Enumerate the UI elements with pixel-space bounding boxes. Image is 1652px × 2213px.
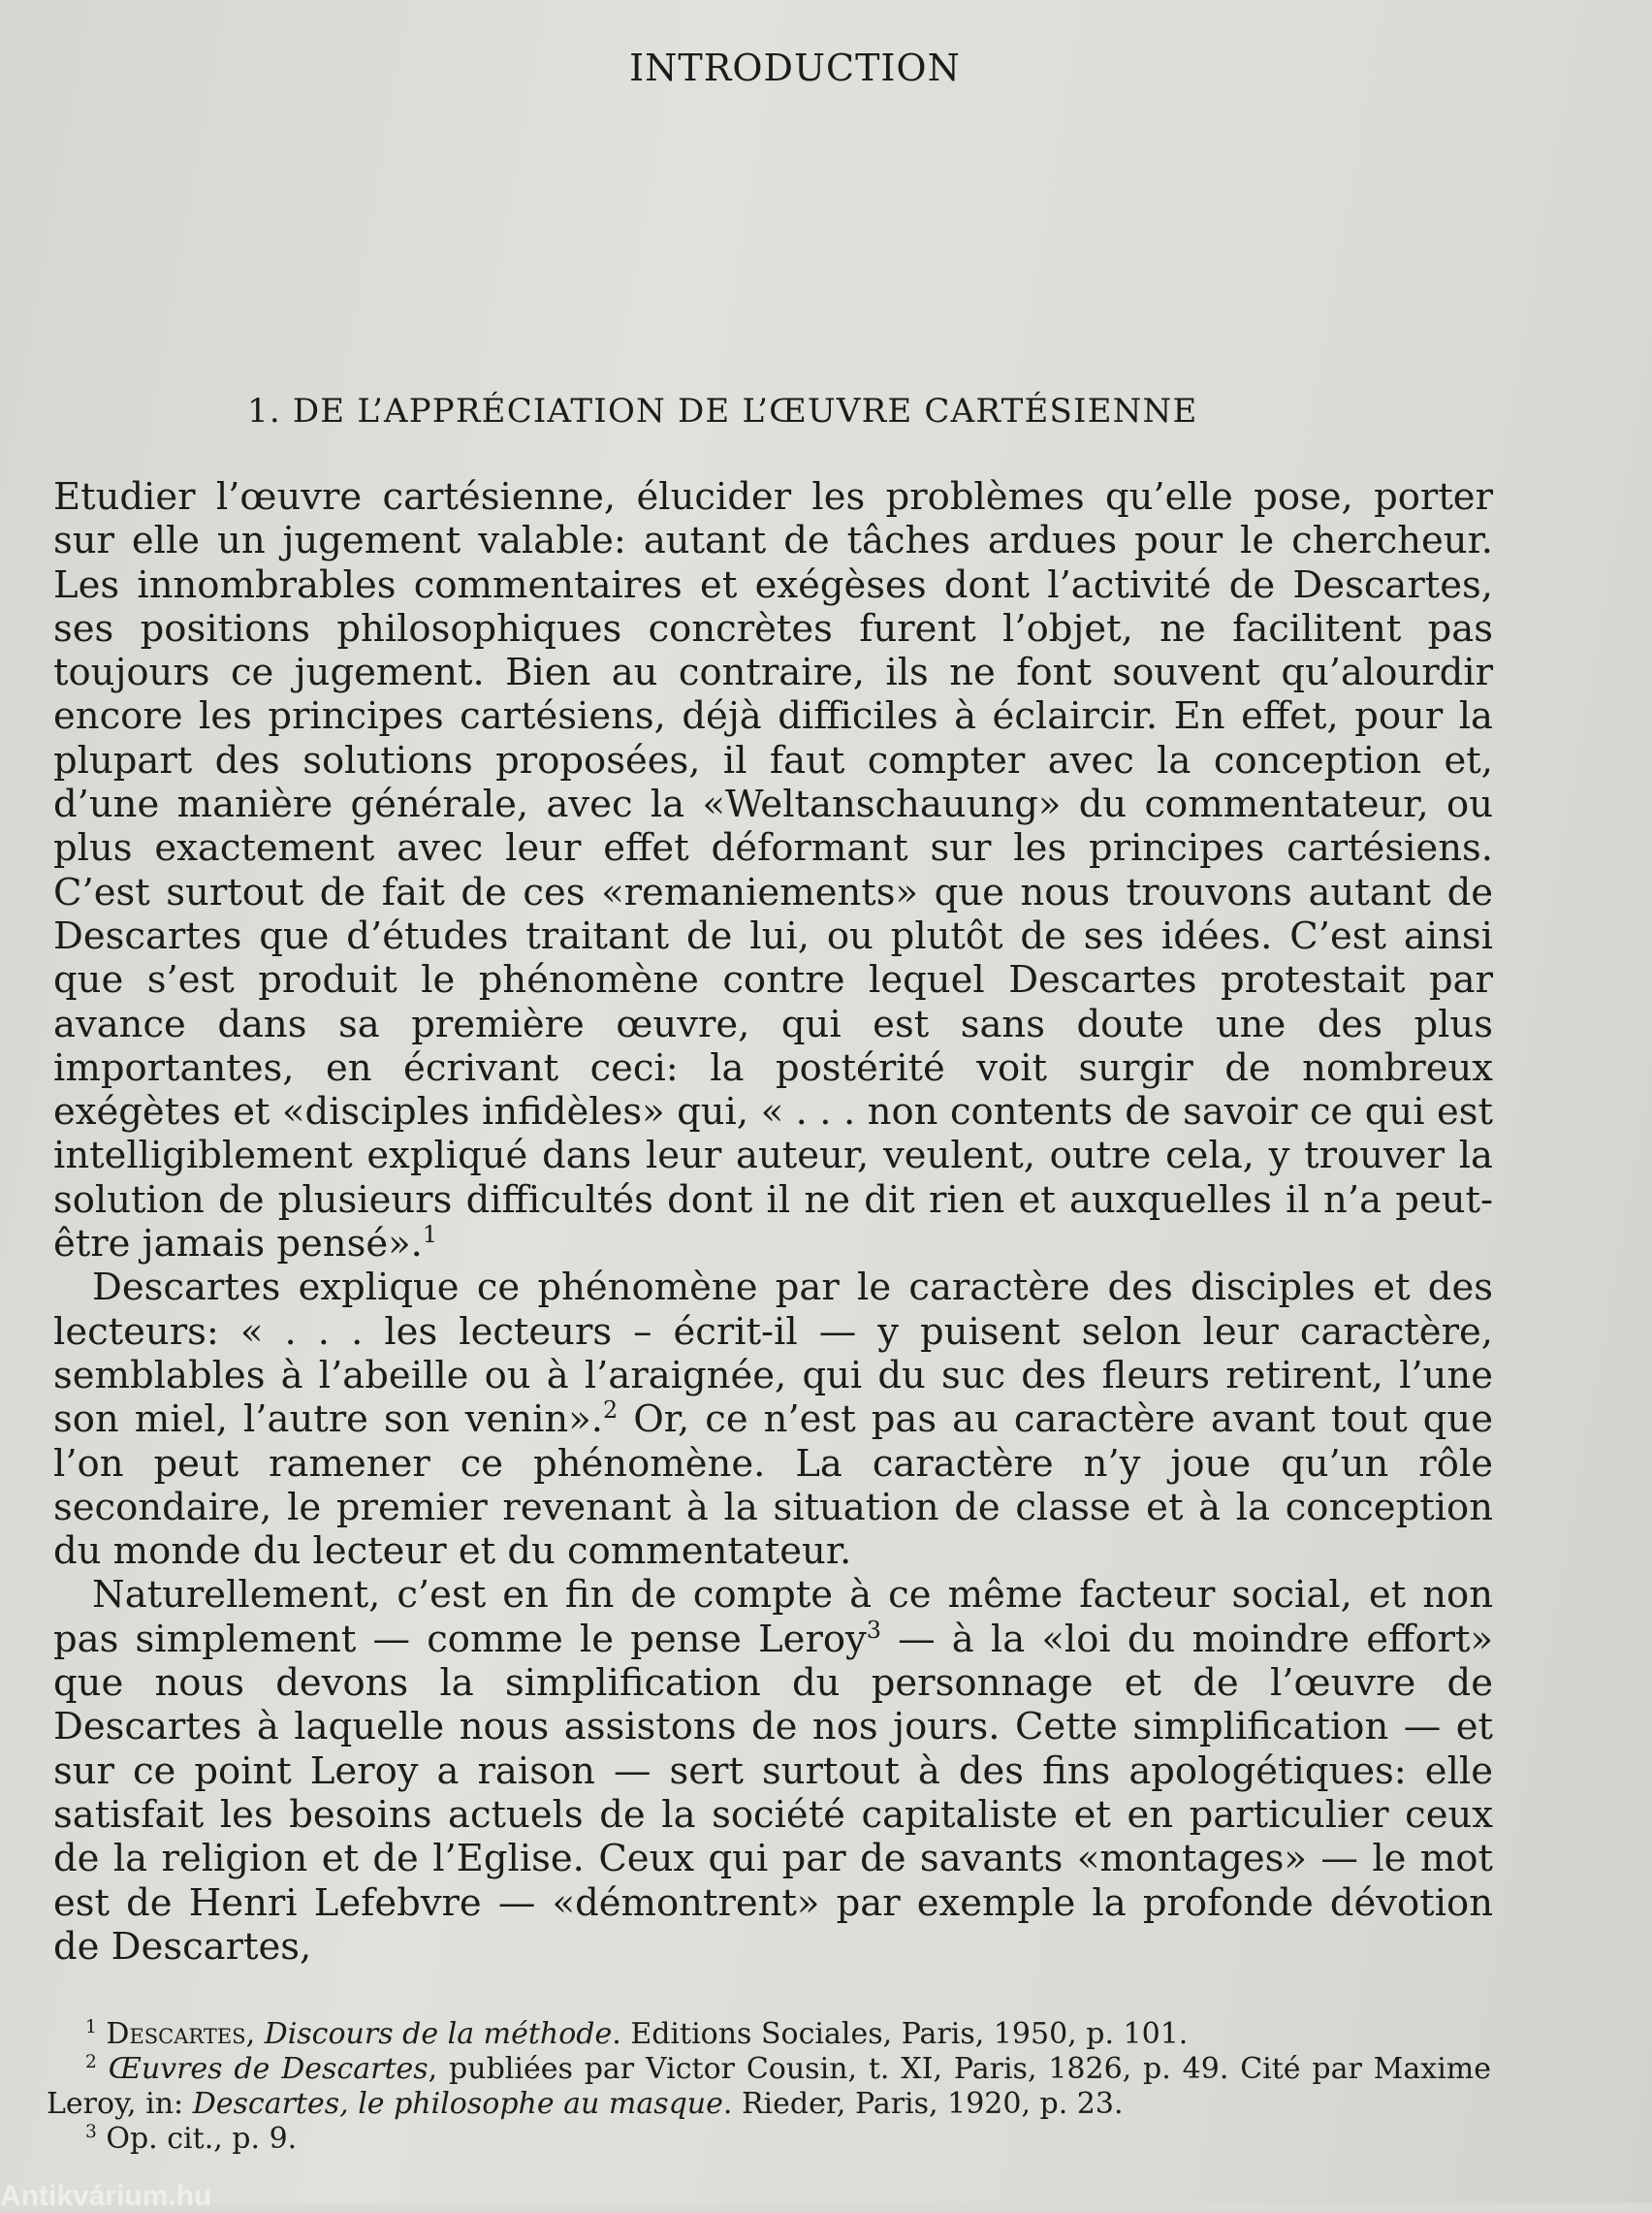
footnote-3-number: 3 [85,2122,97,2142]
footnote-2-work2: Descartes, le philosophe au masque [192,2087,723,2121]
footnote-ref-3: 3 [866,1616,881,1644]
footnote-2-work: Œuvres de Descartes [108,2052,429,2086]
footnote-1-work: Discours de la méthode [264,2017,613,2051]
footnote-1-number: 1 [85,2017,97,2037]
paragraph-3-text-a: Naturellement, c’est en fin de compte à ce même facteur social, et non pas simplement — comme le pense Leroy [53,1573,1493,1661]
paragraph-1-text: Etudier l’œuvre cartésienne, élucider les problèmes qu’elle pose, porter sur elle un jugement valable: autant de tâches ardues pour le chercheur. Les innombrables commentaires et exégèses dont l’activité de Descartes, ses positions philosophiques concrètes furent l’objet, ne facilitent pas toujours ce jugement. Bien au contraire, ils ne font souvent qu’alourdir encore les principes cartésiens, déjà difficiles à éclaircir. En effet, pour la plupart des solutions proposées, il faut compter avec la conception et, d’une manière générale, avec la «Weltanschauung» du commentateur, ou plus exactement avec leur effet déformant sur les principes cartésiens. C’est surtout de fait de ces «remaniements» que nous trouvons autant de Descartes que d’études traitant de lui, ou plutôt de ses idées. C’est ainsi que s’est produit le phénomène contre lequel Descartes protestait par avance dans sa première œuvre, qui est sans doute une des plus importantes, en écrivant ceci: la postérité voit surgir de nombreux exégètes et «disciples infidèles» qui, « . . . non contents de savoir ce qui est intelligiblement expliqué dans leur auteur, veulent, outre cela, y trouver la solution de plusieurs difficultés dont il ne dit rien et auxquelles il n’a peut-être jamais pensé». [53,475,1493,1267]
footnote-3-text: Op. cit., p. 9. [96,2122,298,2156]
footnote-2-number: 2 [85,2052,97,2072]
paragraph-3 [53,1573,1493,1969]
footnote-2-rest2: . Rieder, Paris, 1920, p. 23. [722,2087,1124,2121]
footnote-1-sep: , [245,2017,265,2051]
footnotes [47,2017,1491,2157]
footnote-2-rest: , publiées par Victor Cousin, t. XI, Paris, 1826, p. 49. Cité par Maxime Leroy, in: [47,2052,1491,2121]
paragraph-3-text-b: — à la «loi du moindre effort» que nous devons la simplification du personnage et de l’œuvre de Descartes à laquelle nous assistons de nos jours. Cette simplification — et sur ce point Leroy a raison — sert surtout à des fins apologétiques: elle satisfait les besoins actuels de la société capitaliste et en particulier ceux de la religion et de l’Eglise. Ceux qui par de savants «montages» — le mot est de Henri Lefebvre — «démontrent» par exemple la profonde dévotion de Descartes, [53,1617,1493,1969]
footnote-2 [47,2052,1491,2122]
footnote-3 [47,2122,1491,2157]
paragraph-1 [53,475,1493,1266]
paragraph-2-text-a: Descartes explique ce phénomène par le caractère des disciples et des lecteurs: « . . . les lecteurs – écrit-il — y puisent selon leur caractère, semblables à l’abeille ou à l’araignée, qui du suc des fleurs retirent, l’une son miel, l’autre son venin». [53,1266,1493,1442]
section-title: 1. DE L’APPRÉCIATION DE L’ŒUVRE CARTÉSIENNE [247,392,1198,431]
body-text [53,475,1493,1969]
footnote-1-author: Descartes [106,2017,246,2051]
paragraph-2 [53,1266,1493,1573]
footnote-1 [47,2017,1491,2052]
paragraph-2-text-b: Or, ce n’est pas au caractère avant tout que l’on peut ramener ce phénomène. La caractère n’y joue qu’un rôle secondaire, le premier revenant à la situation de classe et à la conception du monde du lecteur et du commentateur. [53,1397,1494,1574]
footnote-ref-1: 1 [422,1221,438,1249]
footnote-ref-2: 2 [603,1396,619,1425]
footnote-1-rest: . Editions Sociales, Paris, 1950, p. 101. [612,2017,1189,2051]
page-heading: INTRODUCTION [629,47,961,89]
watermark-text: Antikvárium.hu [0,2180,212,2212]
